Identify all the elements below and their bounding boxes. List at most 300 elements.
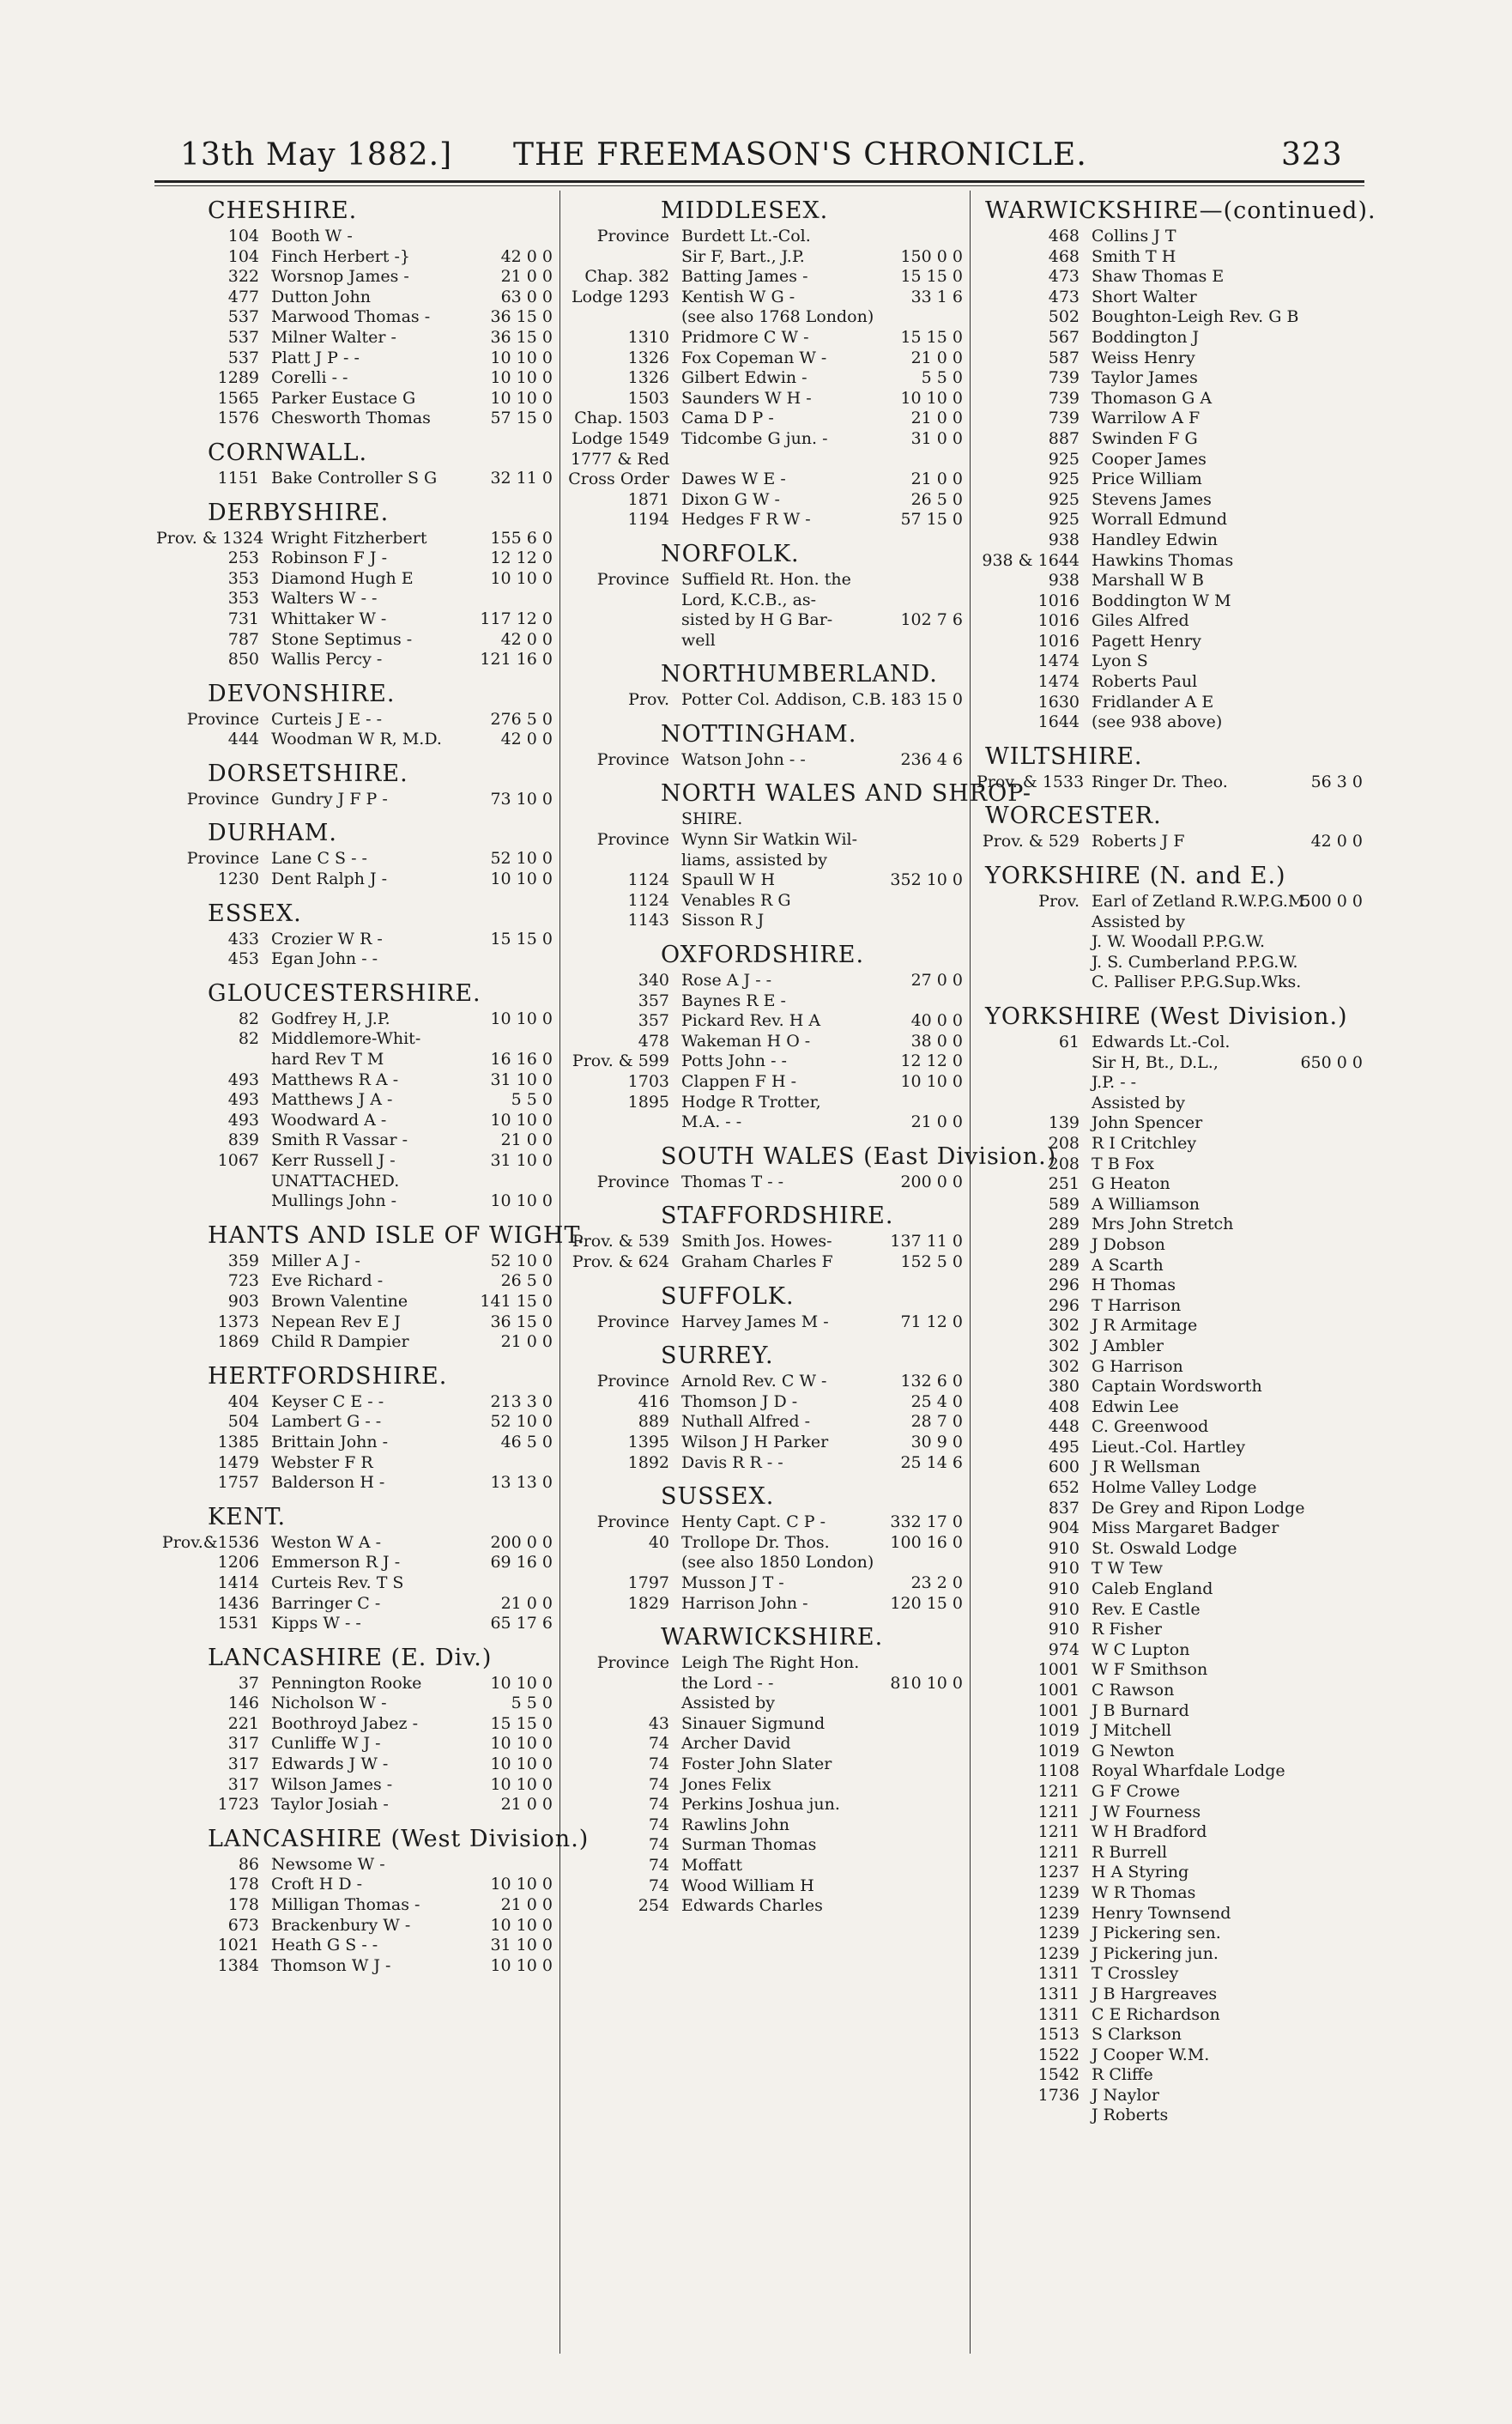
donor-name: Earl of Zetland R.W.P.G.M. — [1092, 892, 1310, 912]
list-item — [977, 1417, 1363, 1438]
donor-name: Nicholson W - — [271, 1694, 387, 1713]
list-item — [156, 1473, 553, 1494]
list-item — [566, 1714, 963, 1735]
donor-name: Sir H, Bt., D.L., — [1092, 1052, 1219, 1072]
section-heading — [156, 1504, 553, 1533]
list-item — [156, 1433, 553, 1453]
list-item — [977, 1499, 1363, 1519]
lodge-number: 910 — [1048, 1538, 1080, 1558]
donor-name: Whittaker W - — [271, 609, 387, 628]
section-heading — [977, 1003, 1363, 1033]
list-item — [566, 1032, 963, 1052]
list-item — [977, 1985, 1363, 2005]
amount: 183 15 0 — [890, 690, 963, 710]
amount: 38 0 0 — [910, 1031, 963, 1051]
list-item — [566, 429, 963, 450]
section-gap — [566, 1192, 963, 1203]
list-item — [566, 1093, 963, 1113]
lodge-number: 887 — [1048, 428, 1080, 448]
amount: 56 3 0 — [1310, 772, 1363, 791]
list-item — [156, 609, 553, 630]
list-item — [566, 1835, 963, 1856]
list-item — [156, 1895, 553, 1916]
donor-name: Edwin Lee — [1092, 1397, 1179, 1416]
lodge-number: 473 — [1048, 287, 1080, 306]
amount: 500 0 0 — [1300, 892, 1363, 912]
lodge-number: 904 — [1048, 1518, 1080, 1538]
lodge-number: Prov. — [1038, 892, 1080, 912]
list-item — [977, 1742, 1363, 1762]
section-heading — [156, 197, 553, 227]
amount: 10 10 0 — [490, 388, 553, 408]
amount: 132 6 0 — [900, 1372, 963, 1391]
donor-name: J Cooper W.M. — [1092, 2045, 1210, 2064]
list-item — [566, 348, 963, 369]
amount: 10 10 0 — [900, 388, 963, 408]
amount: 21 0 0 — [500, 1332, 553, 1352]
amount: 10 10 0 — [490, 1191, 553, 1211]
donor-name: Platt J P - - — [271, 348, 360, 367]
list-item — [156, 1271, 553, 1292]
lodge-number: Chap. 382 — [584, 267, 669, 287]
donor-name: Parker Eustace G — [271, 388, 416, 408]
list-item — [977, 1904, 1363, 1924]
donor-name: J. S. Cumberland P.P.G.W. — [1092, 952, 1298, 972]
lodge-number: 104 — [227, 227, 259, 245]
donor-name: De Grey and Ripon Lodge — [1092, 1498, 1305, 1518]
section-title: WARWICKSHIRE—(continued). — [985, 197, 1376, 224]
donor-name: G Newton — [1092, 1741, 1175, 1760]
lodge-number: 537 — [227, 307, 259, 327]
donor-name: Marwood Thomas - — [271, 307, 431, 327]
lodge-number: 178 — [227, 1895, 259, 1915]
list-item — [566, 1775, 963, 1796]
amount: 236 4 6 — [900, 749, 963, 769]
donor-name: Woodman W R, M.D. — [271, 730, 442, 749]
donor-name: Leigh The Right Hon. — [681, 1653, 860, 1673]
list-item — [566, 830, 963, 851]
amount: 21 0 0 — [500, 1593, 553, 1613]
section-gap — [156, 890, 553, 900]
amount: 276 5 0 — [490, 709, 553, 729]
amount: 25 4 0 — [910, 1391, 963, 1411]
donor-name: Gundry J F P - — [271, 789, 388, 809]
donor-name: sisted by H G Bar- — [681, 610, 833, 630]
section-heading — [566, 541, 963, 570]
list-item — [156, 1573, 553, 1594]
lodge-number: 1474 — [1037, 672, 1080, 692]
amount: 57 15 0 — [490, 409, 553, 428]
donor-name: Boddington J — [1092, 327, 1200, 347]
section-heading — [156, 820, 553, 849]
list-item — [977, 227, 1363, 247]
donor-name: Pagett Henry — [1092, 631, 1201, 651]
list-item — [977, 450, 1363, 470]
lodge-number: Prov. & 624 — [572, 1251, 669, 1271]
donor-name: Woodward A - — [271, 1110, 387, 1130]
amount: 10 10 0 — [490, 1754, 553, 1774]
section-gap — [977, 2126, 1363, 2136]
section-gap — [156, 1634, 553, 1645]
header-rule-thin — [154, 185, 1364, 186]
lodge-number: 731 — [227, 609, 259, 628]
list-item — [977, 1944, 1363, 1965]
lodge-number: 673 — [227, 1915, 259, 1935]
donor-name: Thomason G A — [1092, 388, 1213, 408]
list-item — [156, 1111, 553, 1131]
list-item — [977, 1377, 1363, 1397]
donor-name: well — [681, 630, 716, 650]
donor-name: Heath G S - - — [271, 1936, 378, 1955]
lodge-number: Province — [596, 1653, 669, 1673]
donor-name: J B Burnard — [1092, 1700, 1189, 1720]
lodge-number: 253 — [227, 548, 259, 568]
donor-name: Boddington W M — [1092, 591, 1231, 610]
lodge-number: 1311 — [1037, 1964, 1080, 1984]
list-item — [977, 2065, 1363, 2086]
list-item — [566, 1312, 963, 1333]
section-title: KENT. — [208, 1503, 287, 1530]
donor-name: Wilson James - — [271, 1774, 393, 1794]
lodge-number: 1211 — [1037, 1781, 1080, 1801]
lodge-number: 1384 — [217, 1955, 259, 1975]
donor-name: Assisted by — [1092, 1093, 1186, 1112]
list-item — [977, 2005, 1363, 2026]
donor-name: C Rawson — [1092, 1681, 1175, 1700]
section-title: WARWICKSHIRE. — [661, 1624, 884, 1651]
list-item — [566, 1453, 963, 1474]
lodge-number: 1019 — [1037, 1741, 1080, 1760]
list-item — [156, 1312, 553, 1333]
list-item — [156, 1734, 553, 1754]
list-item — [566, 227, 963, 247]
section-gap — [977, 792, 1363, 803]
donor-name: Jones Felix — [681, 1774, 771, 1794]
amount: 200 0 0 — [490, 1532, 553, 1552]
amount: 15 15 0 — [900, 267, 963, 287]
donor-name: Brown Valentine — [271, 1291, 408, 1311]
section-gap — [156, 1976, 553, 1986]
lodge-number: 652 — [1048, 1478, 1080, 1498]
list-item — [977, 1154, 1363, 1175]
donor-name: liams, assisted by — [681, 850, 827, 870]
lodge-number: 925 — [1048, 510, 1080, 530]
donor-name: Middlemore-Whit- — [271, 1029, 421, 1049]
list-item — [977, 1863, 1363, 1883]
lodge-number: Province — [186, 709, 259, 729]
amount: 23 2 0 — [910, 1573, 963, 1592]
list-item — [156, 1191, 553, 1212]
list-item — [977, 1336, 1363, 1357]
donor-name: Diamond Hugh E — [271, 568, 414, 588]
donor-name: Ringer Dr. Theo. — [1092, 772, 1228, 791]
list-item — [977, 651, 1363, 672]
donor-name: Watson John - - — [681, 749, 806, 769]
lodge-number: 74 — [648, 1835, 669, 1855]
lodge-number: 938 — [1048, 571, 1080, 591]
list-item — [566, 1112, 963, 1133]
list-item — [566, 1051, 963, 1072]
lodge-number: 537 — [227, 348, 259, 367]
donor-name: Wright Fitzherbert — [271, 528, 427, 548]
lodge-number: 889 — [638, 1412, 669, 1432]
amount: 57 15 0 — [900, 510, 963, 530]
list-item — [156, 469, 553, 489]
amount: 52 10 0 — [490, 849, 553, 869]
list-item — [977, 591, 1363, 612]
section-gap — [156, 1815, 553, 1826]
lodge-number: 1373 — [217, 1312, 259, 1331]
list-item — [566, 1896, 963, 1917]
list-item — [566, 1856, 963, 1876]
lodge-number: Prov. & 1324 — [156, 528, 264, 548]
amount: 42 0 0 — [500, 730, 553, 749]
lodge-number: 357 — [638, 991, 669, 1010]
list-item — [977, 1174, 1363, 1195]
lodge-number: 1436 — [217, 1593, 259, 1613]
lodge-number: 1310 — [627, 327, 669, 347]
amount: 117 12 0 — [480, 609, 553, 628]
amount: 332 17 0 — [890, 1512, 963, 1532]
section-title: WILTSHIRE. — [985, 742, 1143, 770]
lodge-number: 473 — [1048, 267, 1080, 287]
list-item — [566, 1412, 963, 1433]
list-item — [977, 2025, 1363, 2045]
donor-name: Holme Valley Lodge — [1092, 1478, 1257, 1498]
list-item — [566, 1372, 963, 1392]
lodge-number: 910 — [1048, 1559, 1080, 1579]
list-item — [156, 1875, 553, 1895]
donor-name: J B Hargreaves — [1092, 1984, 1218, 2003]
section-gap — [156, 489, 553, 500]
lodge-number: 404 — [227, 1391, 259, 1411]
donor-name: S Clarkson — [1092, 2025, 1182, 2045]
header-page-number: 323 — [1281, 137, 1343, 173]
list-item — [977, 1620, 1363, 1640]
donor-name: W C Lupton — [1092, 1639, 1190, 1659]
section-gap — [977, 852, 1363, 863]
section-gap — [977, 733, 1363, 743]
lodge-number: 600 — [1048, 1457, 1080, 1477]
lodge-number: 74 — [648, 1754, 669, 1774]
list-item — [977, 912, 1363, 933]
amount: 10 10 0 — [490, 1734, 553, 1754]
amount: 36 15 0 — [490, 1312, 553, 1331]
section-heading — [566, 1342, 963, 1372]
donor-name: Lane C S - - — [271, 849, 367, 869]
donor-name: Gilbert Edwin - — [681, 368, 807, 388]
list-item — [566, 570, 963, 591]
section-title: MIDDLESEX. — [661, 197, 829, 224]
donor-name: Dutton John — [271, 287, 371, 306]
section-heading — [977, 197, 1376, 227]
lodge-number: 1513 — [1037, 2025, 1080, 2045]
amount: 46 5 0 — [500, 1432, 553, 1451]
lodge-number: 1644 — [1037, 712, 1080, 732]
list-item — [156, 870, 553, 890]
list-item — [156, 1533, 553, 1554]
lodge-number: 208 — [1048, 1133, 1080, 1153]
donor-name: Corelli - - — [271, 368, 348, 388]
list-item — [977, 1761, 1363, 1782]
amount: 31 0 0 — [910, 428, 963, 448]
lodge-number: 1206 — [217, 1553, 259, 1573]
lodge-number: 1211 — [1037, 1822, 1080, 1842]
donor-name: Pickard Rev. H A — [681, 1011, 821, 1031]
donor-name: Potter Col. Addison, C.B. - — [681, 690, 898, 710]
amount: 26 5 0 — [500, 1271, 553, 1291]
lodge-number: Province — [186, 849, 259, 869]
amount: 150 0 0 — [900, 246, 963, 266]
donor-name: Matthews J A - — [271, 1090, 393, 1110]
list-item — [566, 1573, 963, 1594]
amount: 42 0 0 — [500, 629, 553, 649]
donor-name: Thomson J D - — [681, 1391, 798, 1411]
lodge-number: 1211 — [1037, 1802, 1080, 1821]
list-item — [566, 1252, 963, 1273]
donor-name: J R Armitage — [1092, 1316, 1198, 1336]
list-item — [156, 1936, 553, 1956]
lodge-number: 317 — [227, 1754, 259, 1774]
list-item — [156, 1412, 553, 1433]
lodge-number: 317 — [227, 1774, 259, 1794]
lodge-number: 139 — [1048, 1113, 1080, 1133]
lodge-number: 82 — [238, 1029, 259, 1049]
list-item — [566, 368, 963, 389]
donor-name: Shaw Thomas E — [1092, 267, 1225, 287]
section-heading — [156, 681, 553, 710]
list-item — [566, 809, 963, 830]
list-item — [977, 1640, 1363, 1661]
list-item — [156, 730, 553, 750]
list-item — [156, 227, 553, 247]
donor-name: Pennington Rooke — [271, 1673, 422, 1693]
list-item — [156, 1292, 553, 1312]
list-item — [977, 1579, 1363, 1600]
lodge-number: 1703 — [627, 1072, 669, 1091]
donor-name: T W Tew — [1092, 1559, 1163, 1579]
lodge-number: 289 — [1048, 1255, 1080, 1275]
donor-name: Crozier W R - — [271, 929, 383, 948]
donor-name: J Pickering sen. — [1092, 1924, 1221, 1943]
lodge-number: 74 — [648, 1876, 669, 1895]
list-item — [977, 1701, 1363, 1722]
donor-name: Tidcombe G jun. - — [681, 428, 828, 448]
amount: 16 16 0 — [490, 1050, 553, 1070]
lodge-number: 43 — [648, 1713, 669, 1733]
section-title: NOTTINGHAM. — [661, 720, 857, 748]
section-gap — [566, 1473, 963, 1483]
donor-name: Edwards Lt.-Col. — [1092, 1033, 1231, 1051]
donor-name: Assisted by — [681, 1694, 776, 1713]
amount: 21 0 0 — [910, 470, 963, 489]
donor-name: Short Walter — [1092, 287, 1197, 306]
donor-name: Harrison John - — [681, 1593, 808, 1613]
amount: 52 10 0 — [490, 1412, 553, 1432]
list-item — [977, 267, 1363, 288]
amount: 31 10 0 — [490, 1070, 553, 1089]
list-item — [566, 1072, 963, 1093]
lodge-number: 1237 — [1037, 1863, 1080, 1882]
lodge-number: 925 — [1048, 449, 1080, 469]
amount: 10 10 0 — [900, 1072, 963, 1091]
donor-name: Spaull W H — [681, 870, 776, 890]
list-item — [156, 1754, 553, 1775]
lodge-number: 837 — [1048, 1498, 1080, 1518]
lodge-number: 910 — [1048, 1599, 1080, 1619]
donor-name: Wallis Percy - — [271, 650, 383, 670]
donor-name: J. W. Woodall P.P.G.W. — [1092, 932, 1266, 952]
amount: 71 12 0 — [900, 1312, 963, 1331]
donor-name: T B Fox — [1092, 1154, 1155, 1173]
donor-name: Thomson W J - — [271, 1955, 391, 1975]
lodge-number: 221 — [227, 1713, 259, 1733]
lodge-number: 850 — [227, 650, 259, 670]
amount: 69 16 0 — [490, 1553, 553, 1573]
lodge-number: 1757 — [217, 1473, 259, 1493]
donor-name: Smith Jos. Howes- — [681, 1232, 832, 1251]
section-gap — [566, 1273, 963, 1283]
amount: 36 15 0 — [490, 327, 553, 347]
donor-name: John Spencer — [1092, 1113, 1203, 1133]
amount: 31 10 0 — [490, 1151, 553, 1170]
donor-name: Smith T H — [1092, 246, 1176, 266]
amount: 25 14 6 — [900, 1452, 963, 1472]
donor-name: C. Palliser P.P.G.Sup.Wks. — [1092, 973, 1302, 992]
lodge-number: 37 — [238, 1673, 259, 1693]
donor-name: J W Fourness — [1092, 1802, 1201, 1821]
amount: 63 0 0 — [500, 287, 553, 306]
lodge-number: 1630 — [1037, 692, 1080, 712]
section-title: NORTH WALES AND SHROP- — [661, 780, 1032, 808]
donor-name: Pridmore C W - — [681, 327, 809, 347]
donor-name: Potts John - - — [681, 1051, 787, 1071]
section-heading — [566, 1483, 963, 1512]
list-item — [977, 1964, 1363, 1985]
lodge-number: 1108 — [1037, 1761, 1080, 1781]
donor-name: Rev. E Castle — [1092, 1599, 1201, 1619]
lodge-number: 1239 — [1037, 1924, 1080, 1943]
lodge-number: 1326 — [627, 368, 669, 388]
list-item — [977, 1053, 1363, 1074]
donor-name: Child R Dampier — [271, 1332, 409, 1352]
lodge-number: 1565 — [217, 388, 259, 408]
list-item — [156, 1251, 553, 1272]
lodge-number: Chap. 1503 — [574, 409, 669, 428]
list-item — [566, 1694, 963, 1714]
section-title: HANTS AND ISLE OF WIGHT. — [208, 1221, 586, 1249]
list-item — [156, 307, 553, 328]
section-title: DORSETSHIRE. — [208, 760, 408, 787]
lodge-number: 1326 — [627, 348, 669, 367]
list-item — [977, 1782, 1363, 1803]
donor-name: St. Oswald Lodge — [1092, 1538, 1237, 1558]
donor-name: Emmerson R J - — [271, 1553, 401, 1573]
lodge-number: 537 — [227, 327, 259, 347]
section-title: SUFFOLK. — [661, 1282, 795, 1310]
list-item — [566, 267, 963, 288]
list-item — [977, 932, 1363, 953]
list-item — [977, 1215, 1363, 1235]
list-item — [566, 1392, 963, 1413]
lodge-number: 1143 — [627, 911, 669, 930]
amount: 102 7 6 — [900, 610, 963, 630]
section-heading — [566, 1203, 963, 1232]
column-3 — [977, 197, 1376, 2136]
donor-name: Webster F R — [271, 1452, 373, 1472]
list-item — [977, 1721, 1363, 1742]
amount: 15 15 0 — [490, 929, 553, 948]
